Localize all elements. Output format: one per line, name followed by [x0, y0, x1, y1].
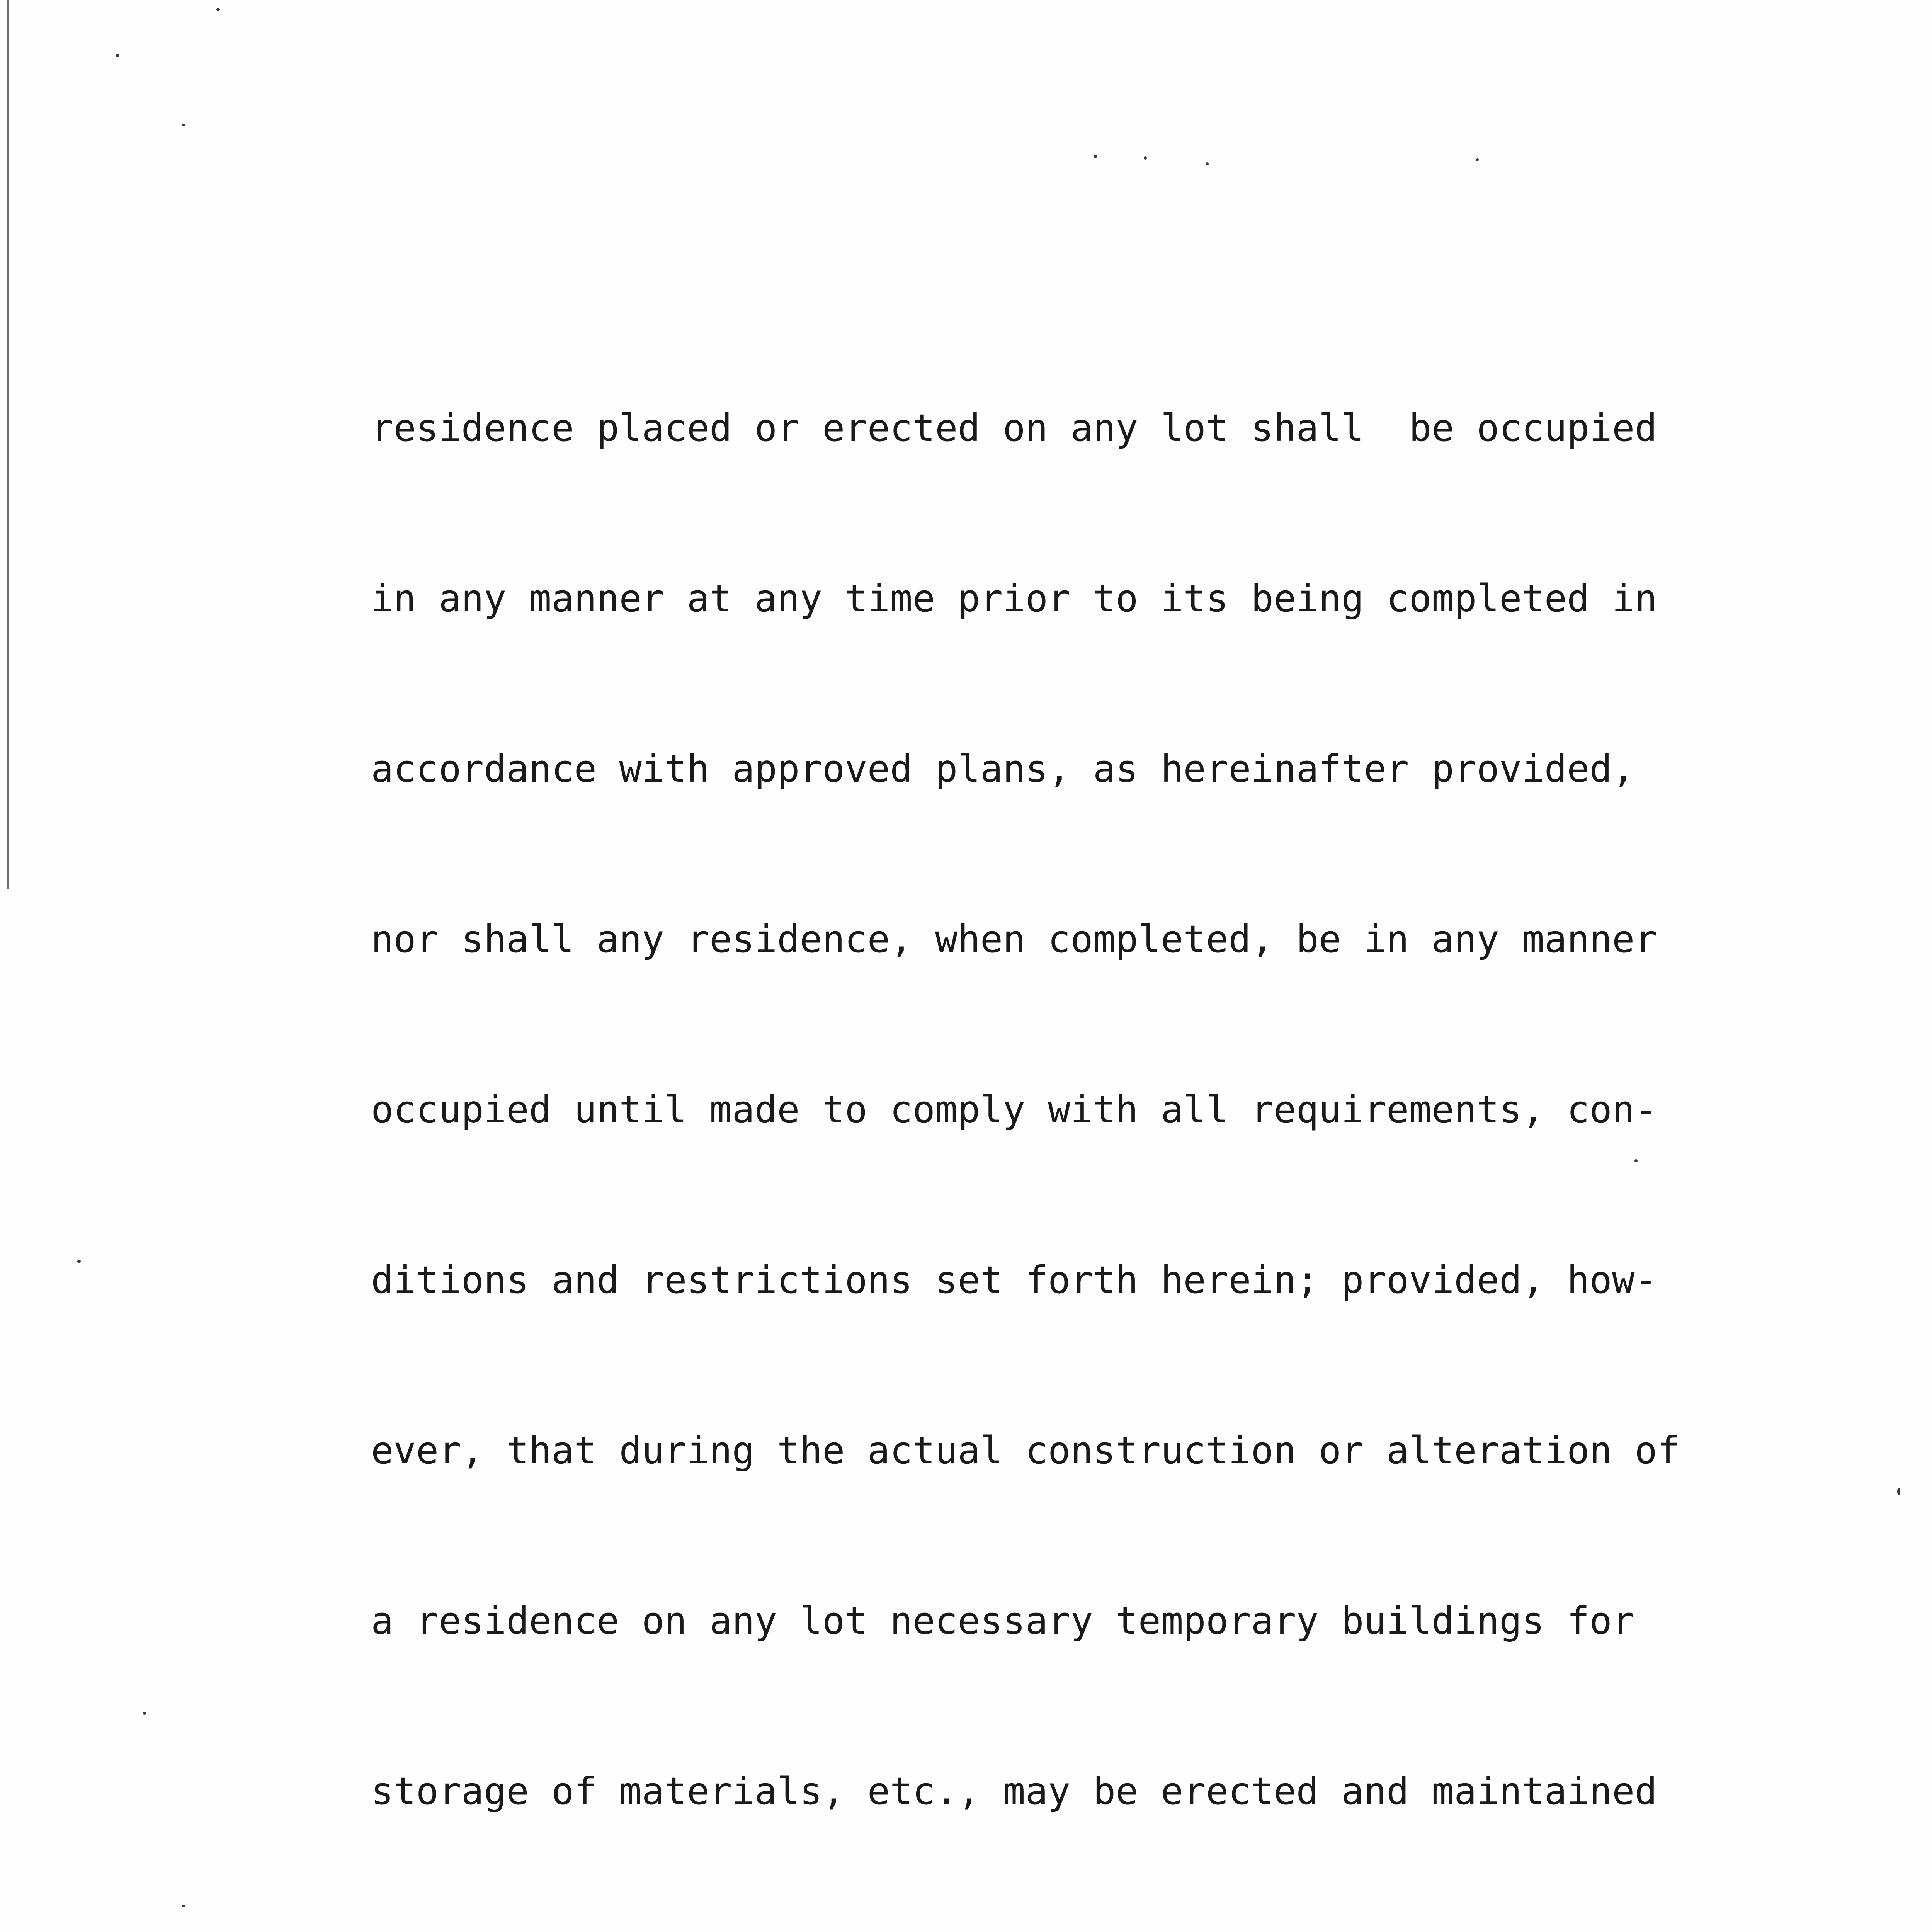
scan-speck: [182, 1905, 185, 1907]
text-line: accordance with approved plans, as hereinafter provided,: [371, 747, 1635, 791]
scan-speck: [77, 1260, 81, 1263]
text-line: nor shall any residence, when completed, be in any manner: [371, 917, 1657, 961]
document-body-text: [371, 286, 1762, 1932]
text-line: residence placed or erected on any lot shall be occupied: [371, 406, 1657, 450]
scan-speck: [216, 8, 220, 11]
text-line: occupied until made to comply with all requirements, con-: [371, 1088, 1657, 1131]
scan-speck: [1206, 162, 1209, 165]
scan-speck: [1897, 1488, 1900, 1495]
text-line: ditions and restrictions set forth herein; provided, how-: [371, 1258, 1657, 1302]
left-margin-rule: [7, 0, 9, 889]
text-line: storage of materials, etc., may be erected and maintained: [371, 1769, 1657, 1813]
scan-speck: [143, 1712, 146, 1715]
scan-speck: [1476, 158, 1479, 161]
scan-speck: [116, 54, 119, 57]
scan-speck: [182, 124, 185, 126]
text-line: a residence on any lot necessary temporary buildings for: [371, 1599, 1635, 1643]
text-line: in any manner at any time prior to its being completed in: [371, 577, 1657, 620]
scan-speck: [1094, 155, 1097, 158]
scan-speck: [1144, 156, 1147, 160]
text-line: ever, that during the actual construction or alteration of: [371, 1429, 1680, 1472]
